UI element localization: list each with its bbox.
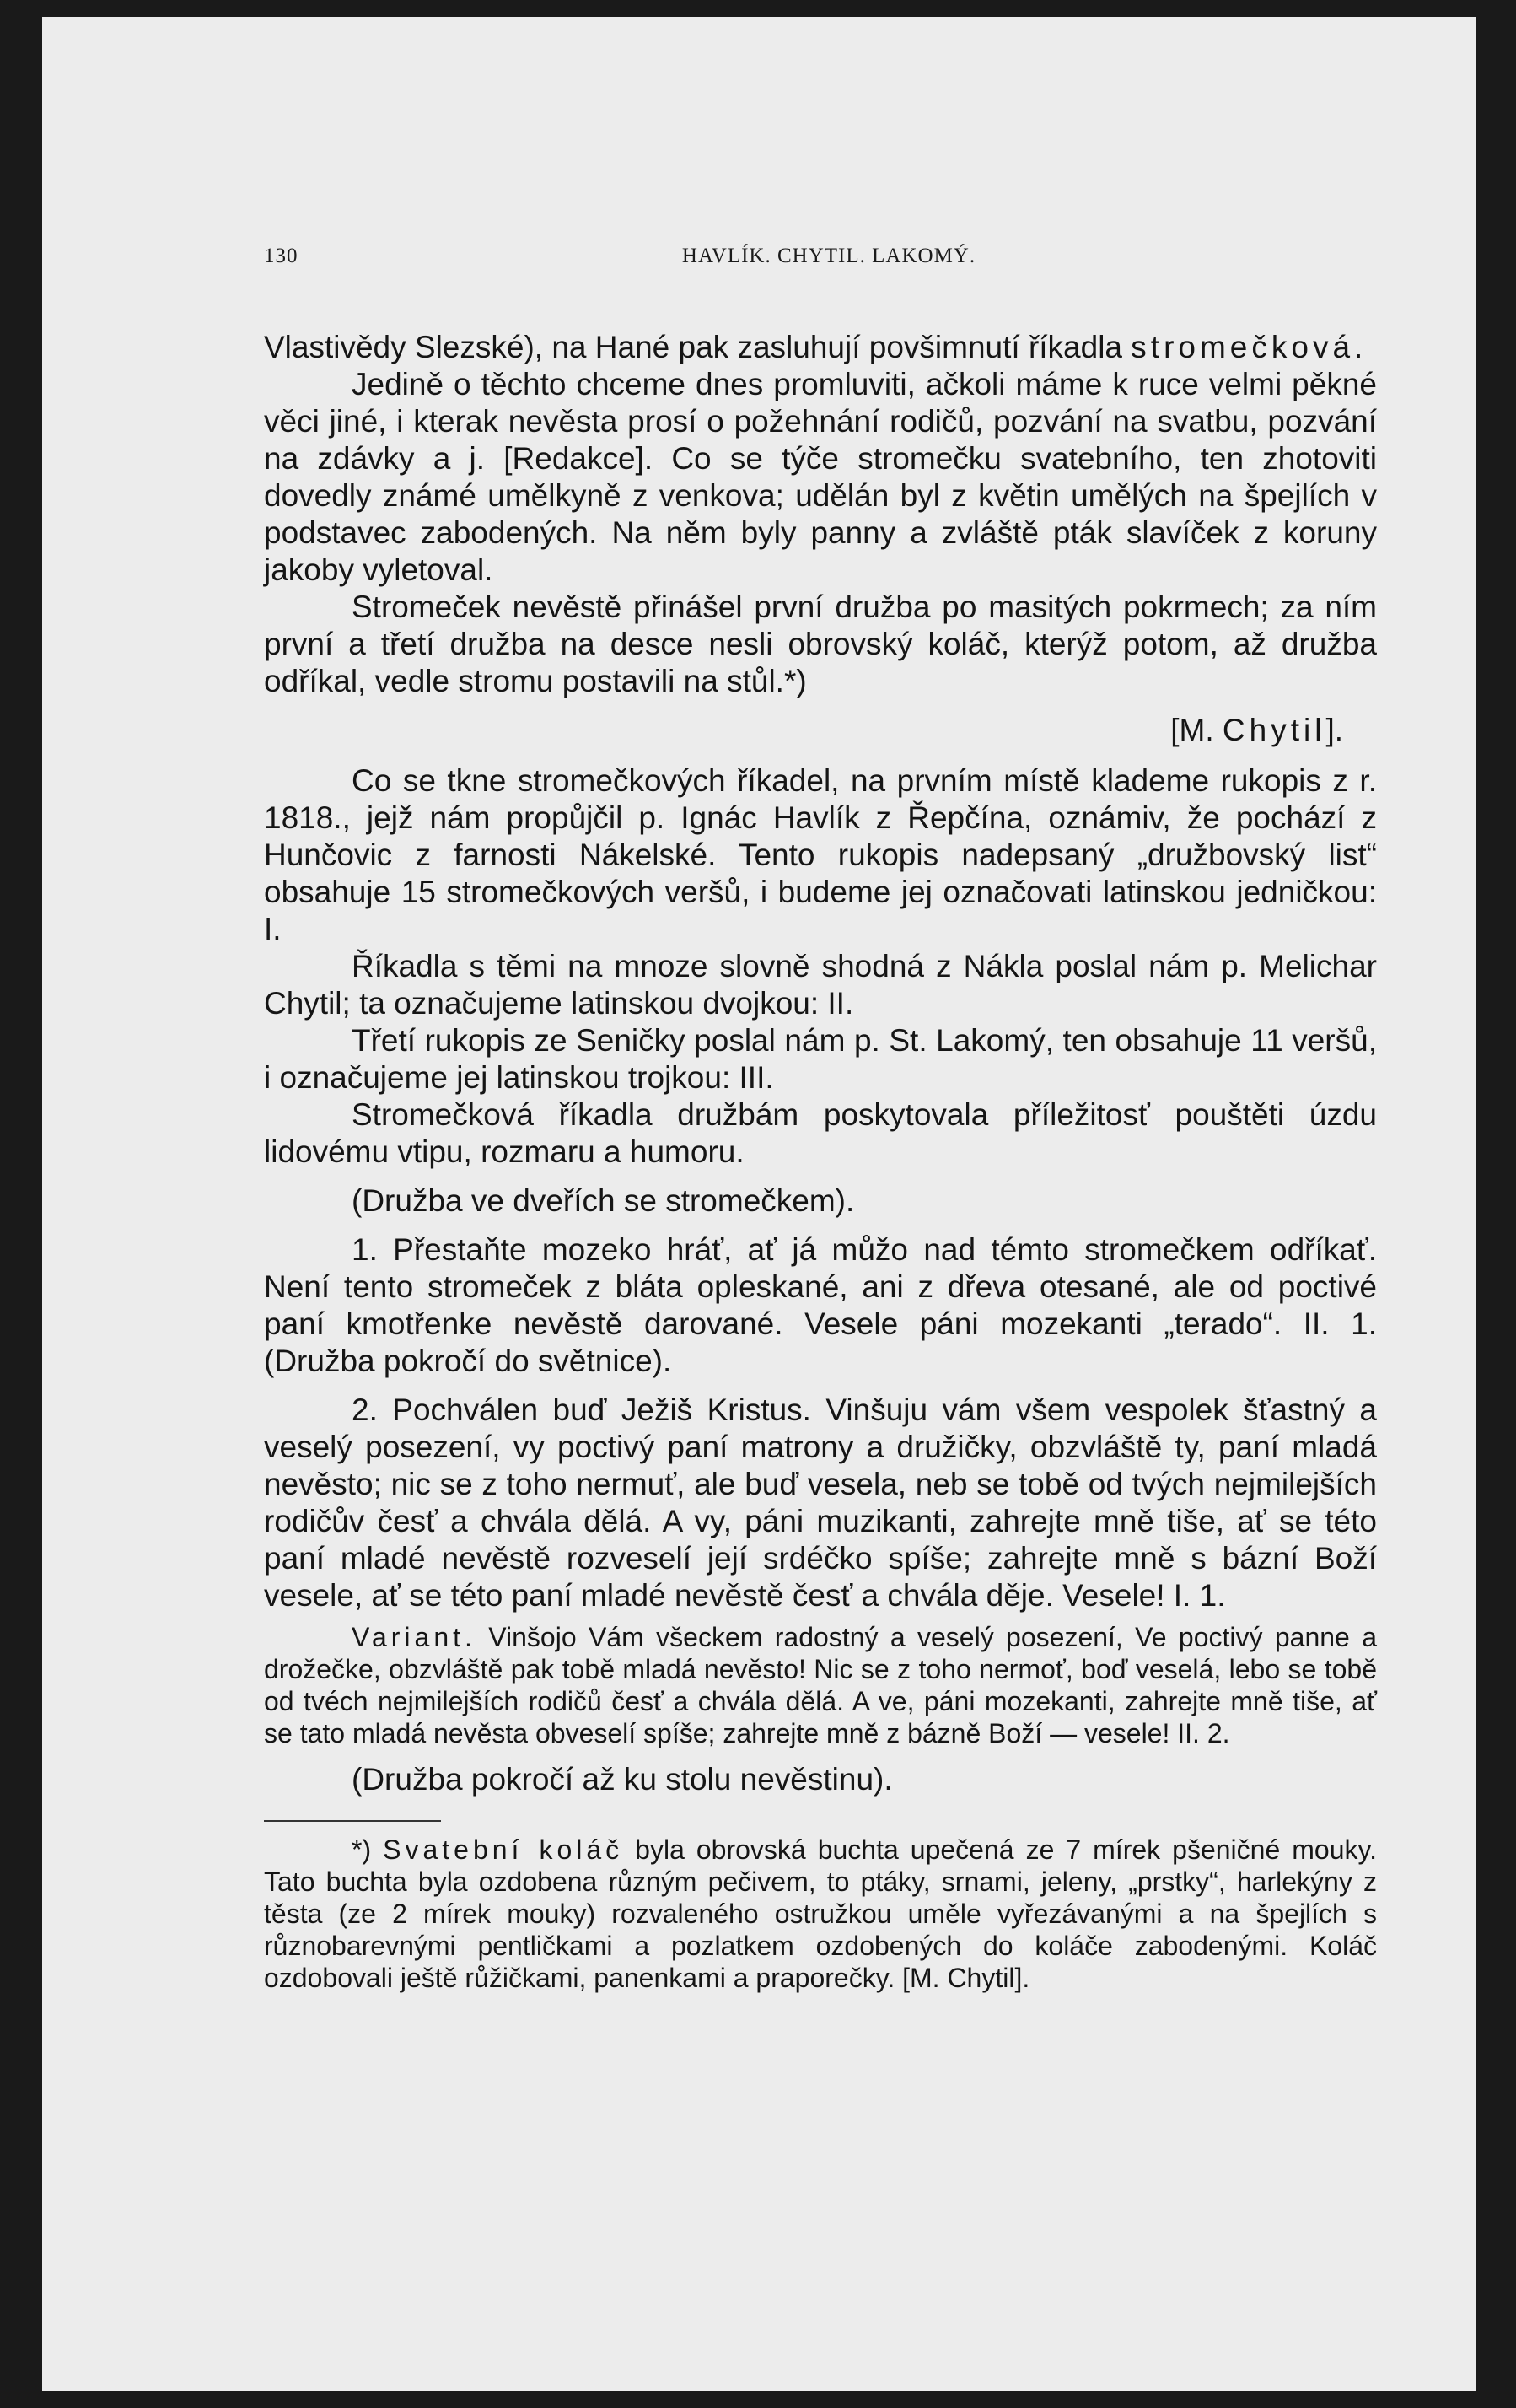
- verse-2: 2. Pochválen buď Ježiš Kristus. Vinšuju vám všem vespolek šťastný a veselý posezení, vy poctivý paní matrony a družičky, obzvláště ty, paní mladá nevěsto; nic se z toho nermuť, ale buď vesela, neb se tobě od tvých nejmilejších rodičův česť a chvála dělá. A vy, páni muzikanti, zahrejte mně tiše, ať se této paní mladé nevěstě rozveselí její srdéčko spíše; zahrejte mně s bázní Boží vesele, ať se této paní mladé nevěstě česť a chvála děje. Vesele! I. 1.: [264, 1393, 1377, 1613]
- signature: [M. Chytil].: [1170, 713, 1343, 747]
- variant-text: Variant. Vinšojo Vám všeckem radostný a veselý posezení, Ve poctivý panne a drožečke, obzvláště pak tobě mladá nevěsto! Nic se z toho nermoť, boď veselá, lebo se tobě od tvéch nejmilejších rodičů česť a chvála dělá. A ve, páni mozekanti, zahrejte mně tiše, ať se tato mladá nevěsta obveselí spíše; zahrejte mně z bázně Boží — vesele! II. 2.: [264, 1622, 1377, 1748]
- footnote-term: Svatební koláč: [383, 1834, 624, 1865]
- footnote-mark: *): [352, 1834, 384, 1865]
- variant-label: Variant.: [352, 1622, 476, 1652]
- main-text: [264, 329, 1377, 1994]
- spaced-word: stromečková.: [1131, 330, 1368, 364]
- stage-direction: (Družba pokročí až ku stolu nevěstinu).: [352, 1762, 893, 1797]
- paragraph: Vlastivědy Slezské), na Hané pak zasluhují povšimnutí říkadla stromečková.: [264, 330, 1368, 364]
- verse-1: 1. Přestaňte mozeko hráť, ať já můžo nad témto stromečkem odříkať. Není tento stromeček z bláta opleskané, ani z dřeva otesané, ale od poctivé paní kmotřenke nevěstě darované. Vesele páni mozekanti „terado“. II. 1. (Družba pokročí do světnice).: [264, 1232, 1377, 1378]
- paragraph: Třetí rukopis ze Seničky poslal nám p. St. Lakomý, ten obsahuje 11 veršů, i označujeme jej latinskou trojkou: III.: [264, 1023, 1377, 1095]
- book-page: [42, 17, 1476, 2391]
- paragraph: Jedině o těchto chceme dnes promluviti, ačkoli máme k ruce velmi pěkné věci jiné, i kterak nevěsta prosí o požehnání rodičů, pozvání na svatbu, pozvání na zdávky a j. [Redakce]. Co se týče stromečku svatebního, ten zhotoviti dovedly známé umělkyně z venkova; udělán byl z květin umělých na špejlích v podstavec zabodených. Na něm byly panny a zvláště pták slavíček z koruny jakoby vyletoval.: [264, 367, 1377, 587]
- paragraph: Co se tkne stromečkových říkadel, na prvním místě klademe rukopis z r. 1818., jejž nám propůjčil p. Ignác Havlík z Řepčína, oznámiv, že pochází z Hunčovic z farnosti Nákelské. Tento rukopis nadepsaný „družbovský list“ obsahuje 15 stromečkových veršů, i budeme jej označovati latinskou jedničkou: I.: [264, 763, 1377, 946]
- footnote-rule: [264, 1820, 441, 1822]
- page-number: 130: [264, 245, 298, 267]
- stage-direction: (Družba ve dveřích se stromečkem).: [352, 1183, 855, 1218]
- footnote: *) Svatební koláč byla obrovská buchta upečená ze 7 mírek pšeničné mouky. Tato buchta byla ozdobena různým pečivem, to ptáky, srnami, jeleny, „prstky“, harlekýny z těsta (ze 2 mírek mouky) rozvaleného ostružkou uměle vyřezávanými a na špejlích s různobarevnými pentličkami a pozlatkem ozdobených do koláče zabodenými. Koláč ozdobovali ještě růžičkami, panenkami a praporečky. [M. Chytil].: [264, 1834, 1378, 1993]
- paragraph: Říkadla s těmi na mnoze slovně shodná z Nákla poslal nám p. Melichar Chytil; ta označujeme latinskou dvojkou: II.: [264, 949, 1377, 1021]
- paragraph: Stromečková říkadla družbám poskytovala příležitosť pouštěti úzdu lidovému vtipu, rozmaru a humoru.: [264, 1097, 1377, 1169]
- paragraph: Stromeček nevěstě přinášel první družba po masitých pokrmech; za ním první a třetí družba na desce nesli obrovský koláč, kterýž potom, až družba odříkal, vedle stromu postavili na stůl.*): [264, 590, 1377, 698]
- running-title: HAVLÍK. CHYTIL. LAKOMÝ.: [681, 245, 976, 267]
